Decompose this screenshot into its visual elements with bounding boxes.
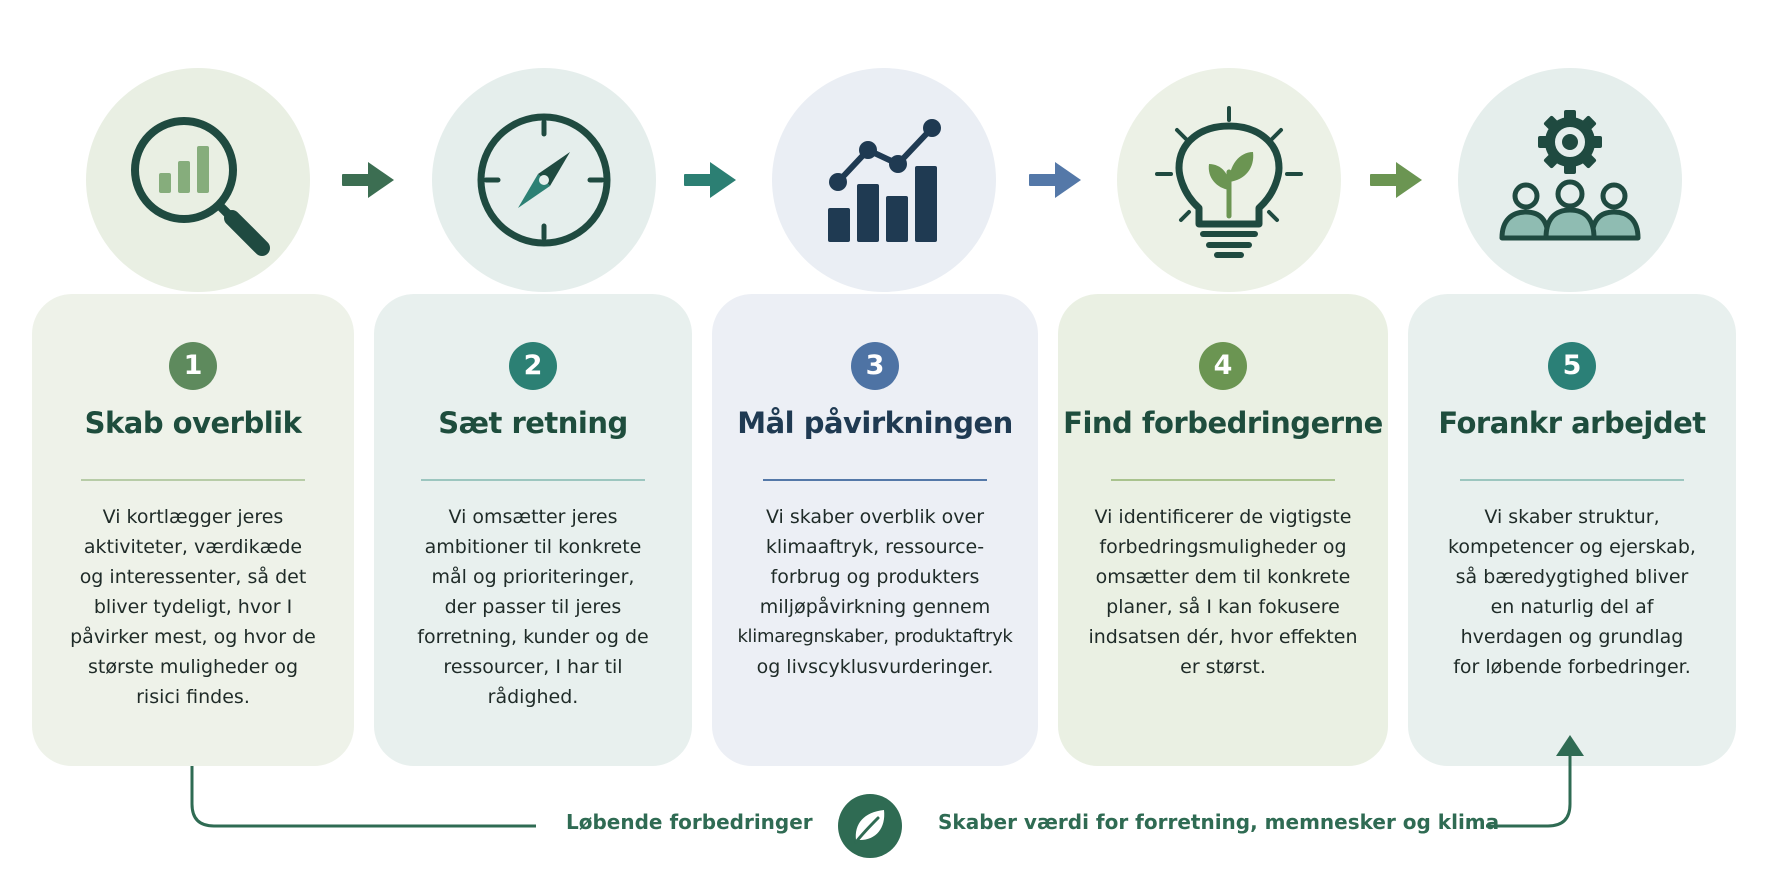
description-line: så bæredygtighed bliver: [1455, 566, 1689, 588]
description-line: ambitioner til konkrete: [424, 536, 642, 558]
step-number-badge: 1: [169, 342, 217, 390]
description-line: risici findes.: [136, 686, 250, 708]
step-title: Skab overblik: [84, 406, 302, 440]
description-line: indsatsen dér, hvor effekten: [1088, 626, 1358, 648]
step-number-badge: 3: [851, 342, 899, 390]
loop-left-label: Løbende forbedringer: [566, 810, 813, 834]
description-line: mål og prioriteringer,: [431, 566, 635, 588]
description-line: forretning, kunder og de: [417, 626, 649, 648]
description-line: ressourcer, I har til: [443, 656, 623, 678]
loop-right-label: Skaber værdi for forretning, memnesker og klima: [938, 810, 1500, 834]
description-line: Vi skaber struktur,: [1484, 506, 1660, 528]
description-line: klimaregnskaber, produktaftryk: [737, 626, 1013, 647]
description-line: og interessenter, så det: [79, 566, 307, 588]
description-line: klimaaftryk, ressource-: [765, 536, 985, 558]
description-line: Vi kortlægger jeres: [102, 506, 284, 528]
step-title: Mål påvirkningen: [737, 406, 1013, 440]
description-line: aktiviteter, værdikæde: [83, 536, 303, 558]
description-line: Vi skaber overblik over: [765, 506, 985, 528]
description-line: rådighed.: [487, 686, 579, 708]
description-line: kompetencer og ejerskab,: [1448, 536, 1696, 558]
step-number-badge: 5: [1548, 342, 1596, 390]
description-line: miljøpåvirkning gennem: [759, 596, 991, 618]
description-line: forbrug og produkters: [770, 566, 980, 588]
step-title: Forankr arbejdet: [1438, 406, 1706, 440]
description-line: der passer til jeres: [444, 596, 622, 618]
step-number-badge: 2: [509, 342, 557, 390]
description-line: og livscyklusvurderinger.: [756, 656, 994, 678]
description-line: bliver tydeligt, hvor I: [93, 596, 293, 618]
description-line: omsætter dem til konkrete: [1095, 566, 1351, 588]
description-line: påvirker mest, og hvor de: [70, 626, 316, 648]
leaf-icon: [838, 794, 902, 858]
description-line: er størst.: [1180, 656, 1266, 678]
description-line: for løbende forbedringer.: [1453, 656, 1691, 678]
description-line: Vi identificerer de vigtigste: [1094, 506, 1352, 528]
description-line: planer, så I kan fokusere: [1106, 596, 1340, 618]
description-line: største muligheder og: [87, 656, 299, 678]
step-number-badge: 4: [1199, 342, 1247, 390]
description-line: hverdagen og grundlag: [1460, 626, 1684, 648]
step-title: Sæt retning: [438, 406, 628, 440]
description-line: Vi omsætter jeres: [448, 506, 618, 528]
step-title: Find forbedringerne: [1063, 406, 1383, 440]
description-line: en naturlig del af: [1490, 596, 1654, 618]
description-line: forbedringsmuligheder og: [1099, 536, 1347, 558]
arrow-up-icon: [1556, 735, 1584, 756]
